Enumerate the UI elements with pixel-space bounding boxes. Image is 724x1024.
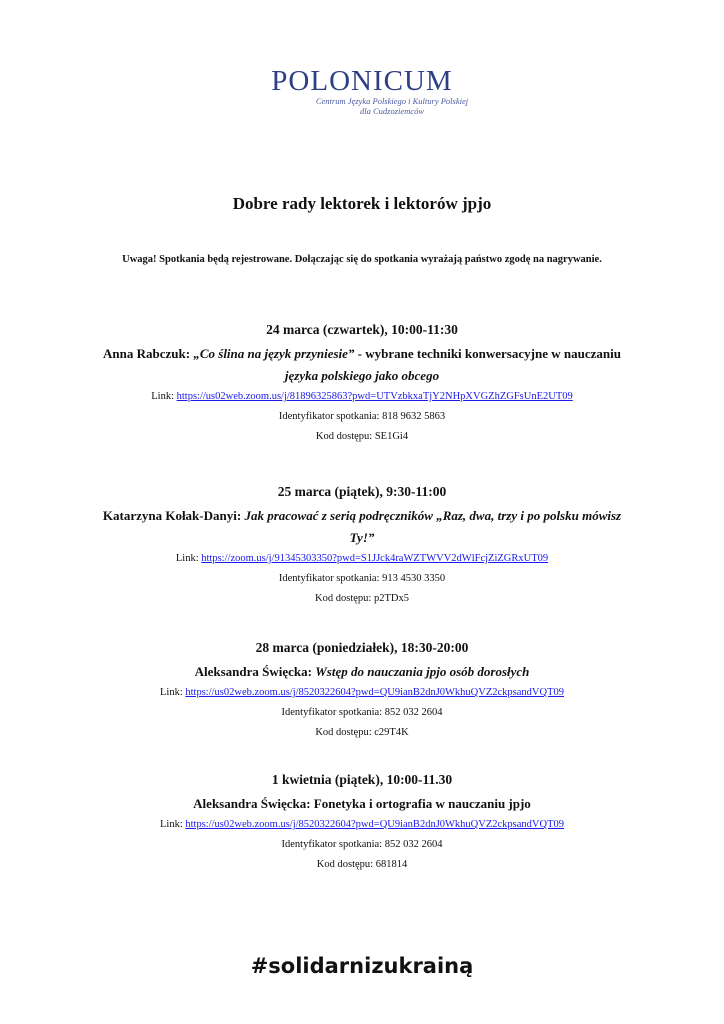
event-date: 1 kwietnia (piątek), 10:00-11.30 xyxy=(271,772,453,787)
event-speaker: Aleksandra Święcka: xyxy=(194,664,316,679)
meeting-id: Identyfikator spotkania: 852 032 2604 xyxy=(281,839,443,850)
zoom-link[interactable]: https://us02web.zoom.us/j/8520322604?pwd=QU9ianB2dnJ0WkhuQVZ2ckpsandVQT09 xyxy=(185,819,565,830)
event-date: 28 marca (poniedziałek), 18:30-20:00 xyxy=(255,640,469,655)
event-topic: Aleksandra Święcka: Fonetyka i ortografia w nauczaniu jpjo xyxy=(193,796,531,811)
access-code: Kod dostępu: SE1Gi4 xyxy=(315,431,409,442)
access-code: Kod dostępu: c29T4K xyxy=(315,727,409,738)
event-1 xyxy=(40,320,684,447)
meeting-id: Identyfikator spotkania: 913 4530 3350 xyxy=(278,573,446,584)
event-link-line xyxy=(40,815,684,835)
access-code: Kod dostępu: p2TDx5 xyxy=(315,593,409,604)
link-label: Link: xyxy=(159,819,186,830)
event-topic xyxy=(40,343,684,387)
event-topic xyxy=(40,661,684,683)
event-topic-italic: „Co ślina na język przyniesie” xyxy=(193,346,355,361)
page-title: Dobre rady lektorek i lektorów jpjo xyxy=(232,194,492,213)
event-topic-italic-2: języka polskiego jako obcego xyxy=(284,368,440,383)
polonicum-logo xyxy=(0,66,724,116)
access-code: Kod dostępu: 681814 xyxy=(316,859,408,870)
zoom-link[interactable]: https://us02web.zoom.us/j/8520322604?pwd=QU9ianB2dnJ0WkhuQVZ2ckpsandVQT09 xyxy=(185,687,565,698)
event-topic xyxy=(40,505,684,549)
solidarity-hashtag: #solidarnizukrainą xyxy=(250,954,474,978)
event-topic-italic-2: Ty!” xyxy=(349,530,375,545)
event-date: 25 marca (piątek), 9:30-11:00 xyxy=(277,484,447,499)
link-label: Link: xyxy=(175,553,202,564)
link-label: Link: xyxy=(159,687,186,698)
event-topic-italic: Jak pracować z serią podręczników „Raz, dwa, trzy i po polsku mówisz xyxy=(244,508,622,523)
event-link-line xyxy=(40,683,684,703)
link-label: Link: xyxy=(151,391,177,402)
event-link-line xyxy=(40,387,684,407)
event-date: 24 marca (czwartek), 10:00-11:30 xyxy=(266,322,458,337)
event-link-line xyxy=(40,549,684,569)
meeting-id: Identyfikator spotkania: 818 9632 5863 xyxy=(278,411,446,422)
zoom-link[interactable]: https://us02web.zoom.us/j/81896325863?pwd=UTVzbkxaTjY2NHpXVGZhZGFsUnE2UT09 xyxy=(176,391,573,402)
event-topic-italic: Wstęp do nauczania jpjo osób dorosłych xyxy=(315,664,530,679)
event-3 xyxy=(40,638,684,743)
logo-title: POLONICUM xyxy=(271,65,453,97)
event-4 xyxy=(40,770,684,875)
event-2 xyxy=(40,482,684,609)
event-speaker: Anna Rabczuk: xyxy=(103,346,194,361)
meeting-id: Identyfikator spotkania: 852 032 2604 xyxy=(281,707,443,718)
event-topic-rest: - wybrane techniki konwersacyjne w nauczaniu xyxy=(354,346,621,361)
recording-warning: Uwaga! Spotkania będą rejestrowane. Dołączając się do spotkania wyrażają państwo zgodę na nagrywanie. xyxy=(122,254,602,265)
zoom-link[interactable]: https://zoom.us/j/91345303350?pwd=S1JJck4raWZTWVV2dWlFcjZiZGRxUT09 xyxy=(201,553,549,564)
logo-subtitle-line1: Centrum Języka Polskiego i Kultury Polskiej xyxy=(315,96,469,106)
event-speaker: Katarzyna Kołak-Danyi: xyxy=(102,508,245,523)
logo-subtitle-line2: dla Cudzoziemców xyxy=(360,106,424,116)
